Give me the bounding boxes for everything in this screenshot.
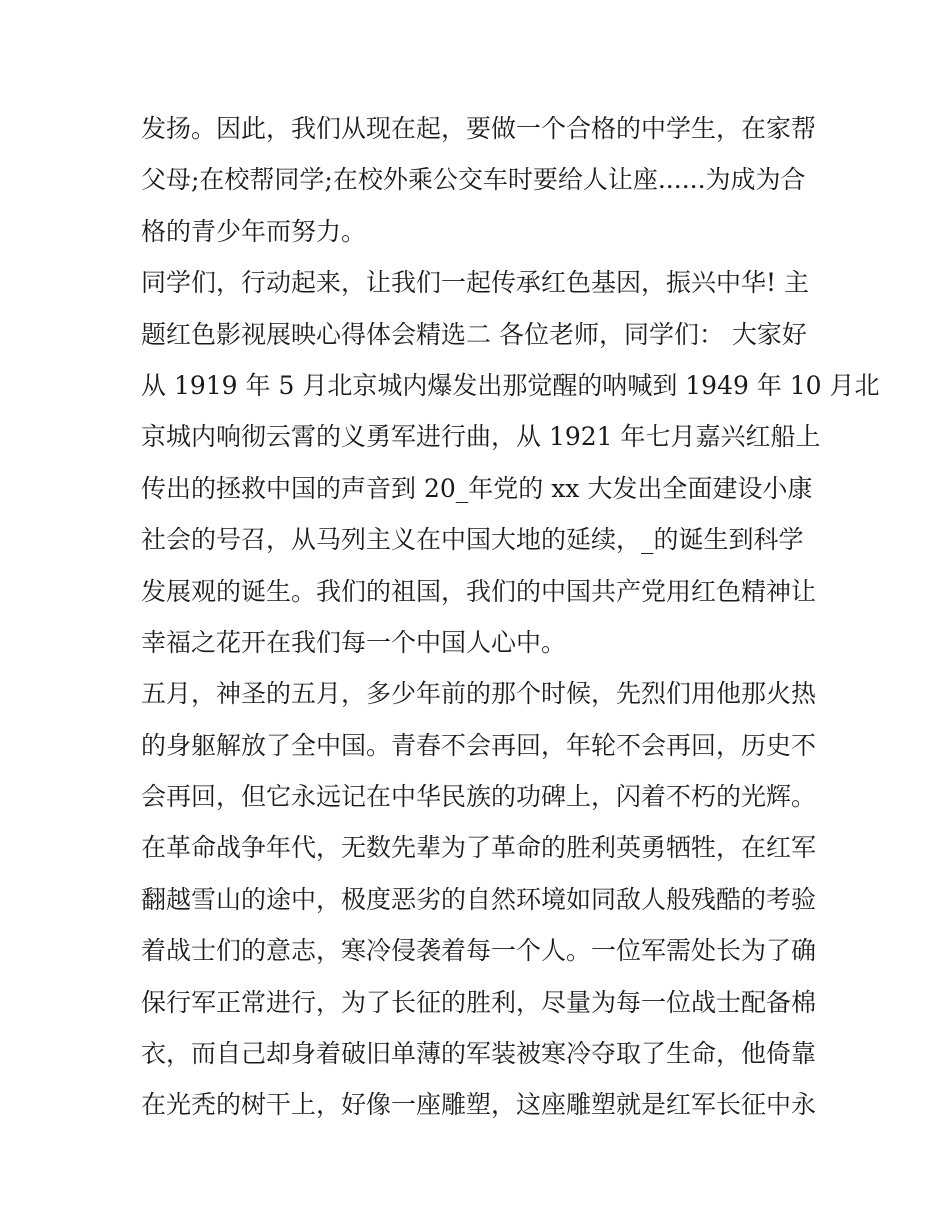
text-line: 衣，而自己却身着破旧单薄的军装被寒冷夺取了生命，他倚靠	[141, 1039, 817, 1069]
text-line: 发扬。因此，我们从现在起，要做一个合格的中学生，在家帮	[141, 114, 817, 143]
text-line: 幸福之花开在我们每一个中国人心中。	[141, 627, 567, 657]
text-line: 翻越雪山的途中，极度恶劣的自然环境如同敌人般残酷的考验	[141, 884, 817, 914]
text-line: 格的青少年而努力。	[141, 216, 367, 246]
text-line: 社会的号召，从马列主义在中国大地的延续，_的诞生到科学	[141, 525, 804, 555]
text-line: 父母;在校帮同学;在校外乘公交车时要给人让座......为成为合	[141, 165, 806, 195]
text-line: 京城内响彻云霄的义勇军进行曲，从 1921 年七月嘉兴红船上	[141, 422, 821, 452]
text-line: 保行军正常进行，为了长征的胜利，尽量为每一位战士配备棉	[141, 987, 817, 1017]
text-line: 着战士们的意志，寒冷侵袭着每一个人。一位军需处长为了确	[141, 936, 817, 966]
text-line: 发展观的诞生。我们的祖国，我们的中国共产党用红色精神让	[141, 576, 817, 606]
text-line: 在革命战争年代，无数先辈为了革命的胜利英勇牺牲，在红军	[141, 833, 817, 863]
text-line: 的身躯解放了全中国。青春不会再回，年轮不会再回，历史不	[141, 730, 817, 760]
text-line: 传出的拯救中国的声音到 20_年党的 xx 大发出全面建设小康	[141, 473, 813, 503]
text-line: 从 1919 年 5 月北京城内爆发出那觉醒的呐喊到 1949 年 10 月北	[141, 370, 880, 400]
text-line: 在光秃的树干上，好像一座雕塑，这座雕塑就是红军长征中永	[141, 1090, 817, 1120]
body-text	[141, 103, 880, 1131]
text-line: 五月，神圣的五月，多少年前的那个时候，先烈们用他那火热	[141, 679, 817, 709]
text-line: 同学们，行动起来，让我们一起传承红色基因，振兴中华! 主	[141, 268, 809, 298]
text-line: 会再回，但它永远记在中华民族的功碑上，闪着不朽的光辉。	[141, 782, 817, 812]
text-line: 题红色影视展映心得体会精选二 各位老师，同学们： 大家好	[141, 319, 807, 349]
